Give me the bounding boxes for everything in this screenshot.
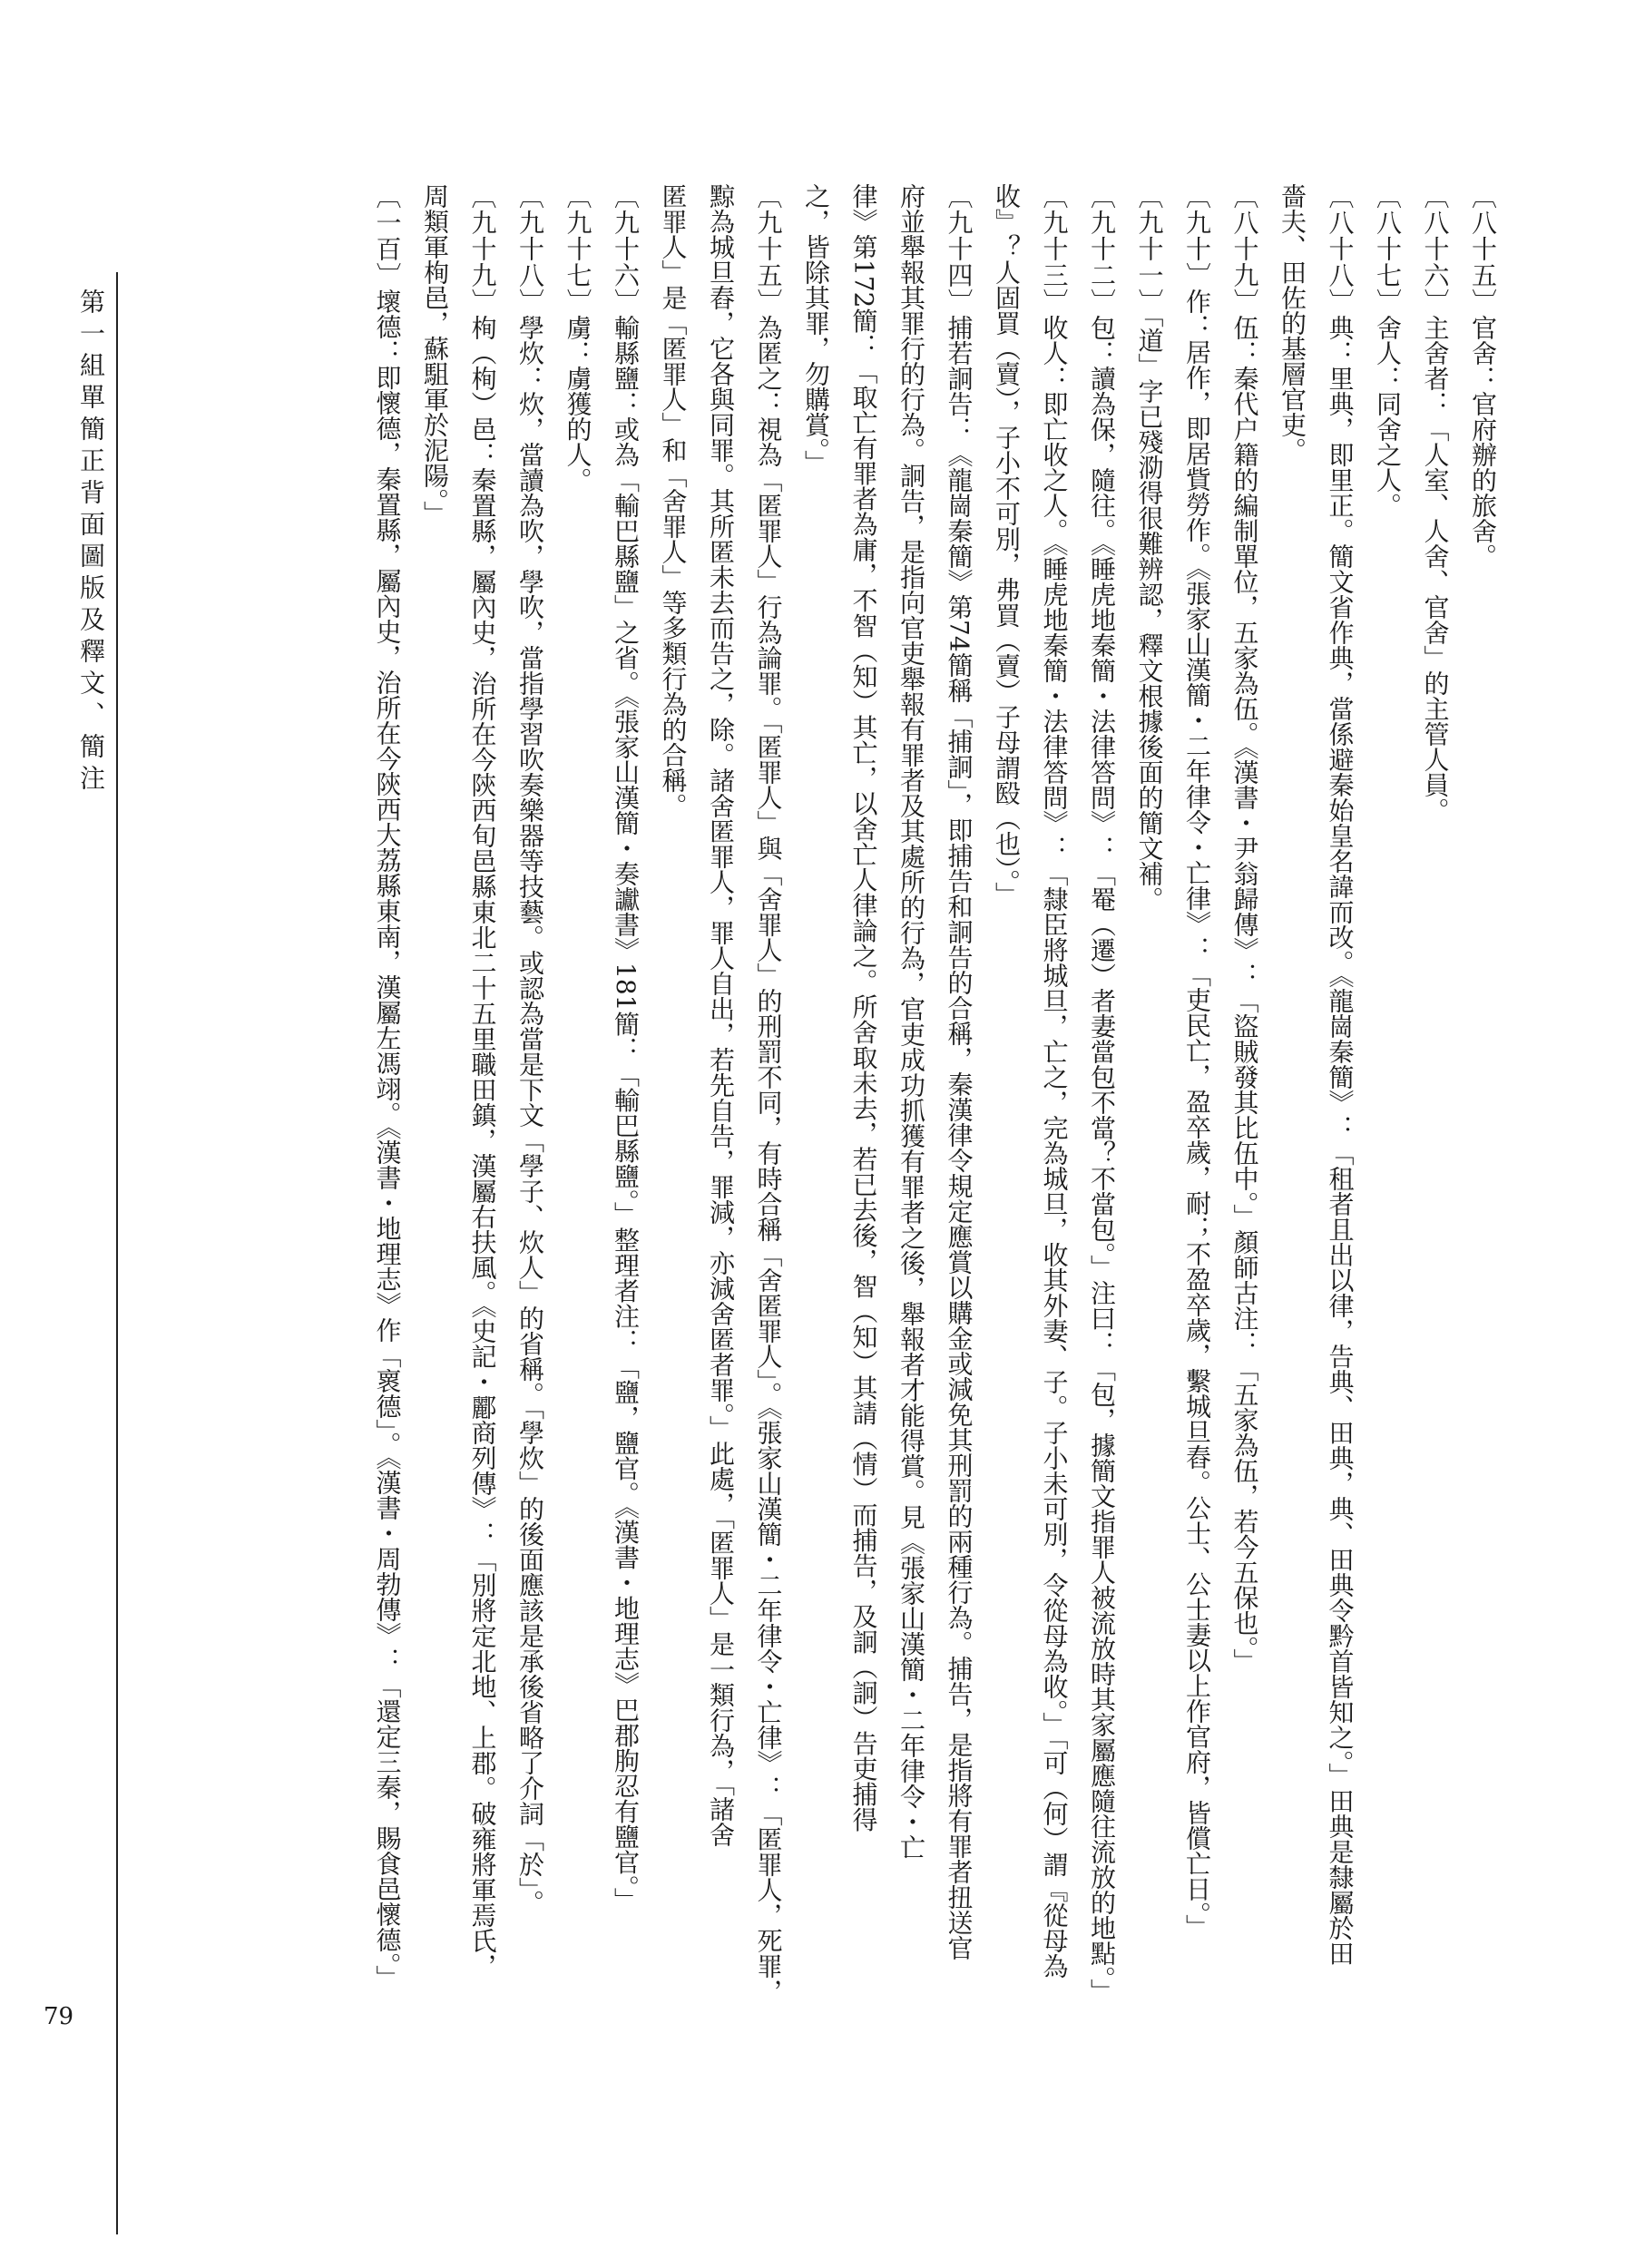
note-number: 〔一百〕: [372, 183, 403, 288]
note-text: 輸縣鹽：或為「輸巴縣鹽」之省。《張家山漢簡・奏讞書》181簡：「輸巴縣鹽。」整理者注：「鹽，鹽官。《漢書・地理志》巴郡朐忍有鹽官。」: [611, 315, 641, 1913]
note-text: 為匿之：視為「匿罪人」行為論罪。「匿罪人」與「舍罪人」的刑罰不同，有時合稱「舍匿罪人」。《張家山漢簡・二年律令・亡律》：「匿罪人，死罪， 黥為城旦舂，它各與同罪。其所匿未去而告之，除。諸舍匿罪人，罪人自出，若先自告，罪減，亦減舍匿者罪。」此處，「匿罪人」是一類行為，「諸舍 匿罪人」是「匿罪人」和「舍罪人」等多類行為的合稱。: [658, 183, 784, 2004]
note-entry: [649, 183, 792, 2070]
note-number: 〔八十六〕: [1420, 183, 1451, 315]
note-entry: [1173, 183, 1221, 2070]
note-number: 〔八十五〕: [1468, 183, 1498, 315]
note-number: 〔九十九〕: [467, 183, 498, 315]
note-entry: [411, 183, 506, 2070]
note-entry: [1364, 183, 1412, 2070]
note-text: 舍人：同舍之人。: [1373, 315, 1403, 518]
note-text: 「道」字已殘泐得很難辨認，釋文根據後面的簡文補。: [1134, 315, 1165, 912]
note-text: 伍：秦代户籍的編制單位，五家為伍。《漢書・尹翁歸傳》：「盜賊發其比伍中。」顏師古注：「五家為伍，若今五保也。」: [1229, 315, 1260, 1674]
note-text: 收人：即亡收之人。《睡虎地秦簡・法律答問》：「隸臣將城旦，亡之，完為城旦，收其外妻、子。子小未可別，令從母為收。」「可（何）謂『從母為 收』？人固買（賣），子小不可別，弗買（賣）子母謂殹（也）。」: [992, 183, 1070, 1979]
note-number: 〔八十八〕: [1325, 183, 1356, 315]
note-entry: [1125, 183, 1173, 2070]
note-entry: [363, 183, 411, 2070]
note-number: 〔九十七〕: [563, 183, 593, 315]
note-text: 官舍：官府辦的旅舍。: [1468, 315, 1498, 569]
note-number: 〔九十八〕: [515, 183, 545, 315]
note-text: 作：居作，即居貲勞作。《張家山漢簡・二年律令・亡律》：「吏民亡，盈卒歲，耐；不盈卒歲，繫城旦舂。公士、公士妻以上作官府，皆償亡日。」: [1182, 288, 1212, 1940]
running-head: 第一組單簡正背面圖版及釋文、簡注: [76, 288, 106, 797]
note-entry: [1078, 183, 1126, 2070]
note-entry: [1411, 183, 1459, 2070]
note-number: 〔九十四〕: [944, 183, 974, 315]
page-number: 79: [44, 2003, 74, 2030]
note-entry: [1268, 183, 1364, 2070]
note-text: 主舍者：「人室、人舍、官舍」的主管人員。: [1420, 315, 1451, 823]
note-entry: [602, 183, 650, 2070]
note-entry: [1220, 183, 1268, 2070]
note-text: 包：讀為保，隨往。《睡虎地秦簡・法律答問》：「罨（遷）者妻當包不當？不當包。」注曰：「包，據簡文指罪人被流放時其家屬應隨往流放的地點。」: [1087, 315, 1117, 2004]
note-text: 虜：虜獲的人。: [563, 315, 593, 493]
note-entry: [792, 183, 983, 2070]
note-text: 壞德：即懷德，秦置縣，屬內史，治所在今陝西大荔縣東南，漢屬左馮翊。《漢書・地理志》作「褱德」。《漢書・周勃傳》：「還定三秦，賜食邑懷德。」: [372, 288, 403, 1990]
note-number: 〔九十五〕: [753, 183, 784, 315]
notes-body: [209, 183, 1506, 2070]
note-text: 捕若詗告：《龍崗秦簡》第74簡稱「捕詗」，即捕告和詗告的合稱，秦漢律令規定應賞以購金或減免其刑罰的兩種行為。捕告，是指將有罪者扭送官 府並舉報其罪行的行為。詗告，是指向官吏舉報有罪者及其處所的行為，官吏成功抓獲有罪者之後，舉報者才能得賞。見《張家山漢簡・二年律令・亡 律》第172簡：「取亡有罪者為庸，不智（知）其亡，以舍亡人律論之。所舍取未去，若已去後，智（知）其請（情）而捕告，及詗（詗）告吏捕得 之，皆除其罪，勿購賞。」: [801, 183, 974, 1960]
note-text: 典：里典，即里正。簡文省作典，當係避秦始皇名諱而改。《龍崗秦簡》：「租者且出以律，告典、田典，典、田典令黔首皆知之。」田典是隸屬於田 嗇夫、田佐的基層官吏。: [1278, 183, 1356, 1966]
note-number: 〔九十三〕: [1039, 183, 1070, 315]
note-entry: [983, 183, 1078, 2070]
note-entry: [1459, 183, 1507, 2070]
note-number: 〔八十九〕: [1229, 183, 1260, 315]
note-number: 〔九十二〕: [1087, 183, 1117, 315]
note-text: 栒（栒）邑：秦置縣，屬內史，治所在今陝西旬邑縣東北二十五里職田鎮，漢屬右扶風。《史記・酈商列傳》：「別將定北地、上郡。破雍將軍焉氏， 周類軍栒邑，蘇駔軍於泥陽。」: [420, 183, 498, 1979]
note-number: 〔九十一〕: [1134, 183, 1165, 315]
note-entry: [506, 183, 554, 2070]
note-number: 〔九十〕: [1182, 183, 1212, 288]
note-number: 〔八十七〕: [1373, 183, 1403, 315]
note-text: 學炊：炊，當讀為吹，學吹，當指學習吹奏樂器等技藝。或認為當是下文「學子、炊人」的省稱。「學炊」的後面應該是承後省略了介詞「於」。: [515, 315, 545, 1915]
note-entry: [553, 183, 602, 2070]
note-number: 〔九十六〕: [611, 183, 641, 315]
